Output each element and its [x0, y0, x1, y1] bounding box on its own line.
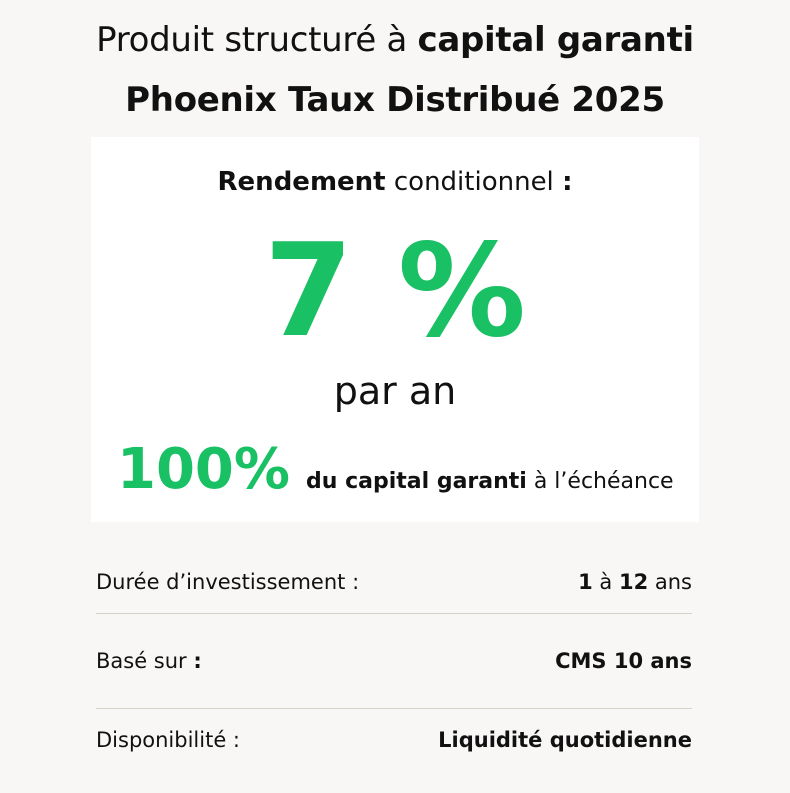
- duration-sep: à: [592, 570, 619, 594]
- title-bold: capital garanti: [417, 20, 694, 60]
- based-on-value: CMS 10 ans: [555, 649, 692, 673]
- duration-unit: ans: [648, 570, 692, 594]
- availability-value: Liquidité quotidienne: [438, 728, 692, 752]
- based-on-label: [96, 649, 202, 673]
- availability-label: Disponibilité :: [96, 728, 241, 752]
- duration-label: Durée d’investissement :: [96, 570, 360, 594]
- duration-max: 12: [618, 570, 649, 594]
- product-name: Phoenix Taux Distribué 2025: [125, 80, 665, 120]
- duration-value: [578, 570, 692, 594]
- guarantee-text-rest: à l’échéance: [526, 469, 674, 494]
- yield-period: par an: [333, 369, 457, 413]
- guarantee-percent: 100%: [117, 437, 291, 502]
- duration-min: 1: [578, 570, 593, 594]
- based-on-label-text: Basé sur: [96, 649, 194, 673]
- guarantee-text-bold: du capital garanti: [306, 469, 527, 494]
- capital-guarantee: [117, 437, 674, 502]
- yield-label-rest: conditionnel: [385, 167, 563, 197]
- detail-row-based-on: [96, 641, 692, 681]
- detail-row-duration: [96, 562, 692, 602]
- yield-label-bold: Rendement: [217, 167, 386, 197]
- yield-label: [91, 167, 699, 197]
- based-on-label-colon: :: [193, 649, 202, 673]
- guarantee-text: [306, 469, 674, 494]
- detail-row-availability: [96, 720, 692, 760]
- divider: [96, 613, 692, 614]
- title-line-1: [0, 20, 790, 60]
- title-prefix: Produit structuré à: [96, 20, 418, 60]
- yield-rate: 7 %: [264, 217, 526, 366]
- divider: [96, 708, 692, 709]
- yield-label-colon: :: [562, 167, 573, 197]
- yield-card: [91, 137, 699, 522]
